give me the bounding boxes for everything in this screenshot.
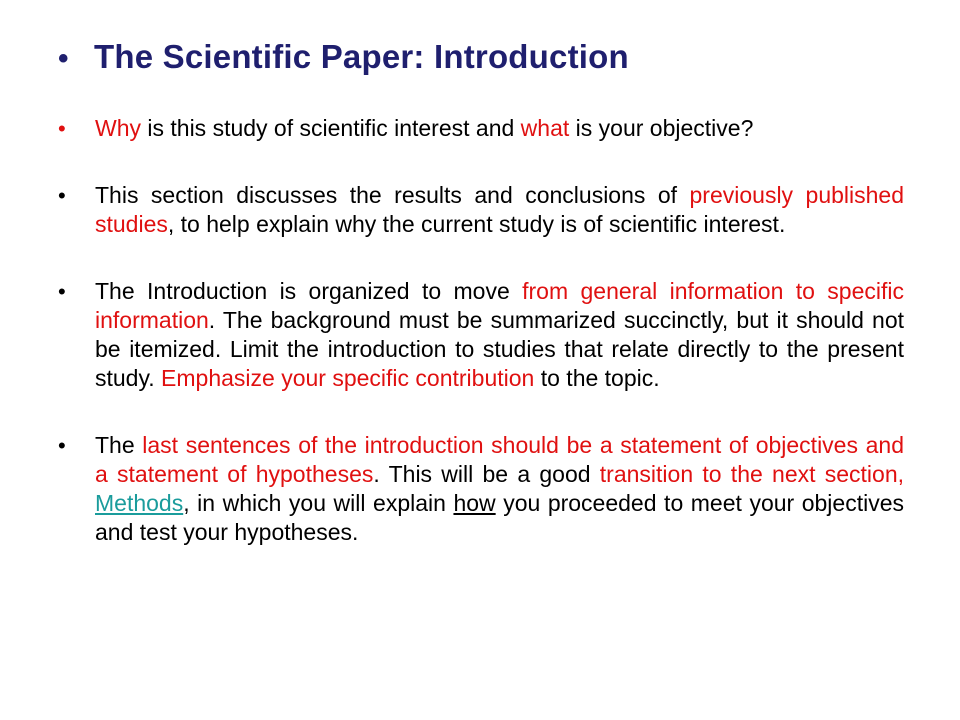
bullet-mark: • [58, 279, 66, 304]
text-run: how [453, 490, 496, 516]
methods-link[interactable]: Methods [95, 490, 184, 516]
text-run: Emphasize your specific contribution [161, 365, 535, 391]
text-run: what [520, 115, 570, 141]
bullet-mark: • [58, 116, 66, 141]
text-run: , in which you will explain [183, 490, 454, 516]
text-run: from general information to specific information [95, 278, 904, 333]
text-run: previously published studies [95, 182, 904, 237]
slide-title-row [58, 38, 918, 76]
text-run: last sentences of the introduction should be a statement of objectives and a statement of hypotheses [95, 432, 904, 487]
bullet-item [58, 431, 904, 547]
text-run: Why [95, 115, 141, 141]
bullet-mark: • [58, 433, 66, 458]
bullet-item [58, 277, 904, 393]
text-run: transition to the next section, [599, 461, 905, 487]
bullet-item [58, 114, 904, 143]
bullet-text [95, 431, 904, 547]
text-run: to the topic. [534, 365, 660, 391]
bullet-item [58, 181, 904, 239]
bullet-mark: • [58, 183, 66, 208]
text-run: , to help explain why the current study is of scientific interest. [167, 211, 786, 237]
text-run: is this study of scientific interest and [141, 115, 521, 141]
bullet-text [95, 114, 904, 143]
text-run: is your objective? [569, 115, 754, 141]
title-bullet: • [58, 42, 69, 75]
bullet-list [58, 114, 904, 547]
text-run: The [95, 432, 143, 458]
text-run: you proceeded to meet your objectives and test your hypotheses. [95, 490, 904, 545]
bullet-text [95, 181, 904, 239]
slide-title: The Scientific Paper: Introduction [94, 38, 629, 75]
bullet-text [95, 277, 904, 393]
text-run: The Introduction is organized to move [95, 278, 523, 304]
text-run: . The background must be summarized succinctly, but it should not be itemized. Limit the introduction to studies that relate directly to the present study. [95, 307, 904, 391]
text-run: . This will be a good [373, 461, 600, 487]
text-run: This section discusses the results and conclusions of [95, 182, 690, 208]
